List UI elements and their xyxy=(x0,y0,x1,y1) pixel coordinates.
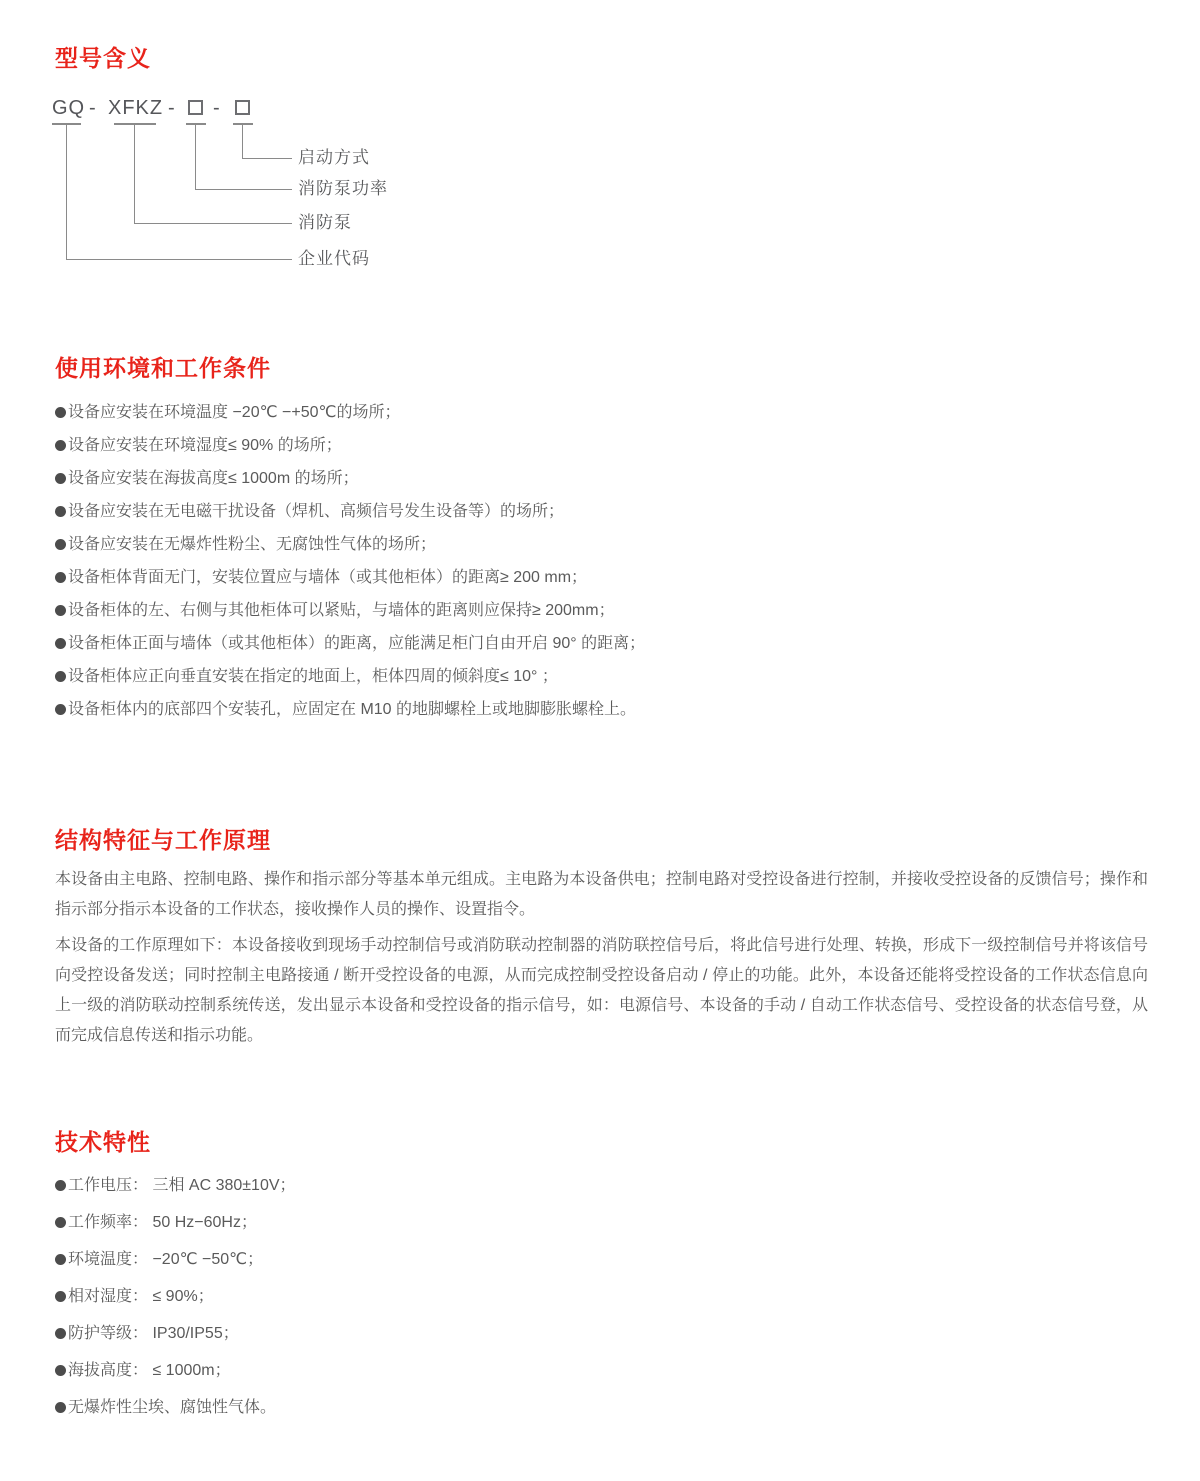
env-item-text: 设备柜体正面与墙体（或其他柜体）的距离，应能满足柜门自由开启 90° 的距离； xyxy=(68,635,646,652)
underline-product xyxy=(114,123,156,125)
label-company-code: 企业代码 xyxy=(298,249,370,268)
bullet-icon xyxy=(55,638,66,649)
env-item xyxy=(55,700,1155,720)
bullet-icon xyxy=(55,671,66,682)
tech-item xyxy=(55,1287,1155,1307)
leader-v-power xyxy=(195,125,196,189)
underline-start xyxy=(233,123,253,125)
env-item xyxy=(55,601,1155,621)
bullet-icon xyxy=(55,1180,66,1191)
leader-h-start xyxy=(242,158,292,159)
leader-h-product xyxy=(134,223,292,224)
tech-item-text: 海拔高度： ≤ 1000m； xyxy=(68,1362,231,1379)
bullet-icon xyxy=(55,440,66,451)
env-item xyxy=(55,535,1155,555)
placeholder-box-power xyxy=(188,100,203,115)
bullet-icon xyxy=(55,539,66,550)
tech-item-text: 工作电压： 三相 AC 380±10V； xyxy=(68,1177,296,1194)
bullet-icon xyxy=(55,1217,66,1228)
model-code-product: XFKZ xyxy=(108,97,164,119)
structure-paragraph-1: 本设备由主电路、控制电路、操作和指示部分等基本单元组成。主电路为本设备供电；控制电路对受控设备进行控制，并接收受控设备的反馈信号；操作和指示部分指示本设备的工作状态，接收操作人员的操作、设置指令。 xyxy=(55,871,1148,918)
structure-paragraphs xyxy=(55,865,1148,1057)
env-item-text: 设备应安装在无爆炸性粉尘、无腐蚀性气体的场所； xyxy=(68,536,437,553)
model-code-separator-2: - xyxy=(168,97,176,119)
bullet-icon xyxy=(55,704,66,715)
tech-item-text: 相对湿度： ≤ 90%； xyxy=(68,1288,214,1305)
leader-v-product xyxy=(134,125,135,223)
tech-item xyxy=(55,1213,1155,1233)
env-item-text: 设备柜体内的底部四个安装孔，应固定在 M10 的地脚螺栓上或地脚膨胀螺栓上。 xyxy=(68,701,637,718)
env-item-text: 设备柜体应正向垂直安装在指定的地面上，柜体四周的倾斜度≤ 10° ； xyxy=(68,668,558,685)
tech-item-text: 环境温度： −20℃ −50℃； xyxy=(68,1251,264,1268)
placeholder-box-start-mode xyxy=(235,100,250,115)
label-pump-power: 消防泵功率 xyxy=(298,179,388,198)
model-code-separator-3: - xyxy=(213,97,221,119)
env-item xyxy=(55,502,1155,522)
env-item-text: 设备应安装在环境湿度≤ 90% 的场所； xyxy=(68,437,342,454)
env-item xyxy=(55,469,1155,489)
env-item xyxy=(55,634,1155,654)
bullet-icon xyxy=(55,605,66,616)
env-item-text: 设备应安装在海拔高度≤ 1000m 的场所； xyxy=(68,470,359,487)
bullet-icon xyxy=(55,473,66,484)
model-code-separator-1: - xyxy=(89,97,97,119)
tech-item xyxy=(55,1176,1155,1196)
underline-power xyxy=(186,123,206,125)
bullet-icon xyxy=(55,1402,66,1413)
environment-list xyxy=(55,403,1155,733)
label-pump: 消防泵 xyxy=(298,213,352,232)
bullet-icon xyxy=(55,1254,66,1265)
env-item-text: 设备应安装在无电磁干扰设备（焊机、高频信号发生设备等）的场所； xyxy=(68,503,565,520)
env-item xyxy=(55,568,1155,588)
tech-list xyxy=(55,1176,1155,1435)
tech-item xyxy=(55,1398,1155,1418)
bullet-icon xyxy=(55,1365,66,1376)
model-code-diagram xyxy=(52,96,552,281)
env-item-text: 设备柜体的左、右侧与其他柜体可以紧贴，与墙体的距离则应保持≥ 200mm； xyxy=(68,602,615,619)
tech-item xyxy=(55,1250,1155,1270)
structure-paragraph-2: 本设备的工作原理如下：本设备接收到现场手动控制信号或消防联动控制器的消防联控信号后，将此信号进行处理、转换，形成下一级控制信号并将该信号向受控设备发送；同时控制主电路接通 / 断开受控设备的电源，从而完成控制受控设备启动 / 停止的功能。此外，本设备还能将受控设备的工作状态信息向上一级的消防联动控制系统传送，发出显示本设备和受控设备的指示信号，如：电源信号、本设备的手动 / 自动工作状态信号、受控设备的状态信号登，从而完成信息传送和指示功能。 xyxy=(55,937,1148,1044)
bullet-icon xyxy=(55,1291,66,1302)
model-code-company: GQ xyxy=(52,97,86,119)
model-section-title: 型号含义 xyxy=(55,45,151,71)
tech-item-text: 工作频率： 50 Hz−60Hz； xyxy=(68,1214,257,1231)
tech-item xyxy=(55,1361,1155,1381)
env-item xyxy=(55,667,1155,687)
tech-section-title: 技术特性 xyxy=(55,1129,151,1155)
bullet-icon xyxy=(55,407,66,418)
env-item-text: 设备柜体背面无门，安装位置应与墙体（或其他柜体）的距离≥ 200 mm； xyxy=(68,569,588,586)
bullet-icon xyxy=(55,572,66,583)
env-item-text: 设备应安装在环境温度 −20℃ −+50℃的场所； xyxy=(68,404,401,421)
leader-v-company xyxy=(66,125,67,259)
bullet-icon xyxy=(55,1328,66,1339)
leader-h-power xyxy=(195,189,292,190)
bullet-icon xyxy=(55,506,66,517)
structure-section-title: 结构特征与工作原理 xyxy=(55,827,271,853)
env-item xyxy=(55,403,1155,423)
tech-item-text: 防护等级： IP30/IP55； xyxy=(68,1325,239,1342)
leader-h-company xyxy=(66,259,292,260)
leader-v-start xyxy=(242,125,243,158)
environment-section-title: 使用环境和工作条件 xyxy=(55,355,271,381)
tech-item-text: 无爆炸性尘埃、腐蚀性气体。 xyxy=(68,1399,277,1416)
label-start-mode: 启动方式 xyxy=(298,148,370,167)
env-item xyxy=(55,436,1155,456)
tech-item xyxy=(55,1324,1155,1344)
